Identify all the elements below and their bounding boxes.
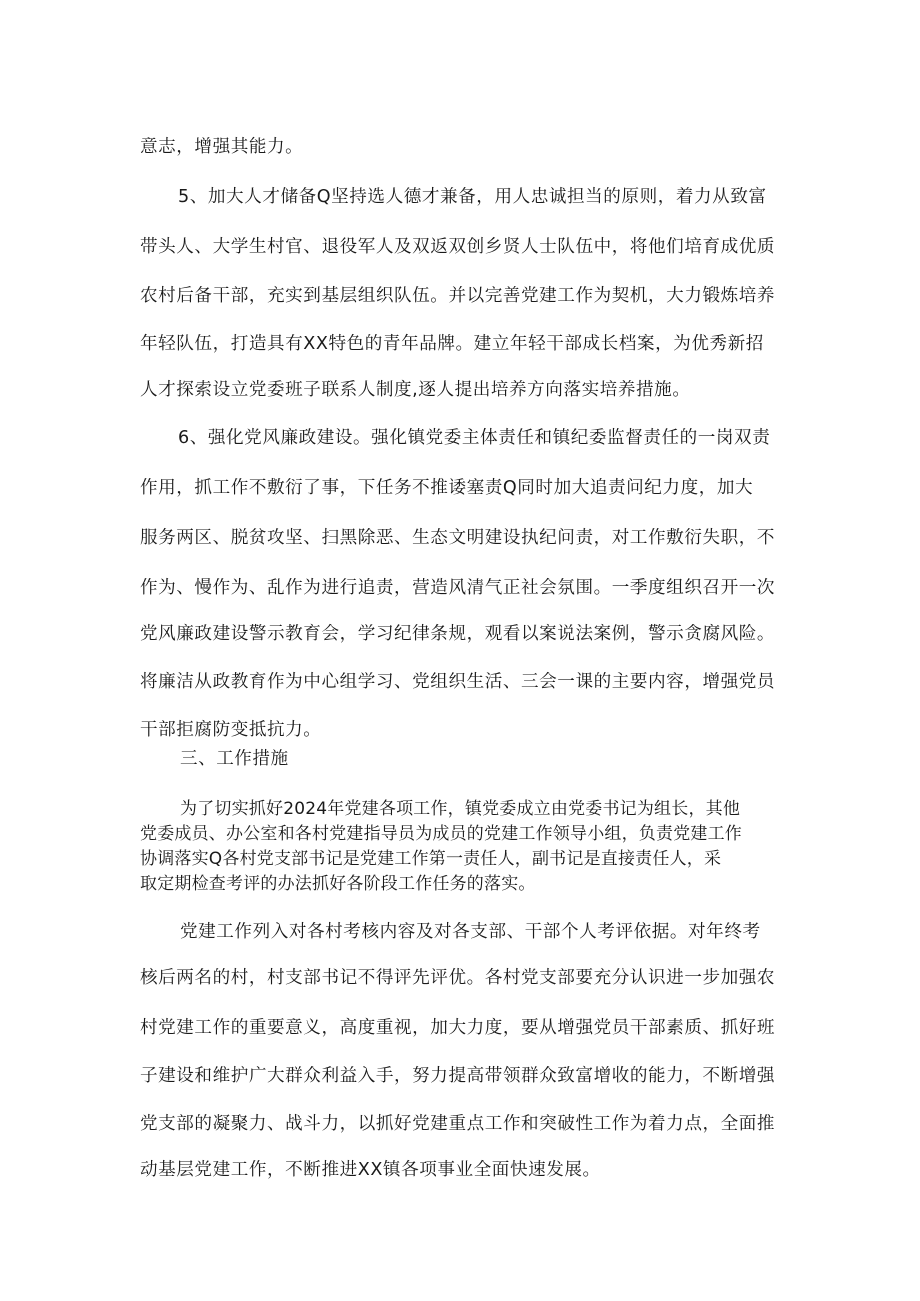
text-line: 人才探索设立党委班子联系人制度,逐人提出培养方向落实培养措施。 <box>140 380 691 400</box>
text-line: 5、加大人才储备Q坚持选人德才兼备，用人忠诚担当的原则，着力从致富 <box>178 187 767 207</box>
text-line: 动基层党建工作，不断推进XX镇各项事业全面快速发展。 <box>140 1160 601 1180</box>
text-line: 干部拒腐防变抵抗力。 <box>140 720 322 740</box>
text-line: 年轻队伍，打造具有XX特色的青年品牌。建立年轻干部成长档案，为优秀新招 <box>140 334 764 354</box>
text-line: 党委成员、办公室和各村党建指导员为成员的党建工作领导小组，负责党建工作 <box>140 824 742 844</box>
text-line: 作用，抓工作不敷衍了事，下任务不推诿塞责Q同时加大追责问纪力度，加大 <box>140 478 754 498</box>
text-line: 子建设和维护广大群众利益入手，努力提高带领群众致富增收的能力，不断增强 <box>140 1066 776 1086</box>
text-line: 意志，增强其能力。 <box>140 137 304 157</box>
text-line: 党建工作列入对各村考核内容及对各支部、干部个人考评依据。对年终考 <box>180 922 761 942</box>
text-line: 村党建工作的重要意义，高度重视，加大力度，要从增强党员干部素质、抓好班 <box>140 1018 776 1038</box>
text-line: 为了切实抓好2024年党建各项工作，镇党委成立由党委书记为组长，其他 <box>180 799 741 819</box>
text-line: 6、强化党风廉政建设。强化镇党委主体责任和镇纪委监督责任的一岗双责 <box>178 428 771 448</box>
text-line: 取定期检查考评的办法抓好各阶段工作任务的落实。 <box>140 874 536 894</box>
text-line: 作为、慢作为、乱作为进行追责，营造风清气正社会氛围。一季度组织召开一次 <box>140 578 776 598</box>
section-heading: 三、工作措施 <box>180 749 289 769</box>
text-line: 协调落实Q各村党支部书记是党建工作第一责任人，副书记是直接责任人，采 <box>140 849 722 869</box>
text-line: 带头人、大学生村官、退役军人及双返双创乡贤人士队伍中，将他们培育成优质 <box>140 237 776 257</box>
text-line: 将廉洁从政教育作为中心组学习、党组织生活、三会一课的主要内容，增强党员 <box>140 672 776 692</box>
text-line: 党风廉政建设警示教育会，学习纪律条规，观看以案说法案例，警示贪腐风险。 <box>140 624 776 644</box>
text-line: 核后两名的村，村支部书记不得评先评优。各村党支部要充分认识进一步加强农 <box>140 968 776 988</box>
text-line: 农村后备干部，充实到基层组织队伍。并以完善党建工作为契机，大力锻炼培养 <box>140 286 776 306</box>
text-line: 服务两区、脱贫攻坚、扫黑除恶、生态文明建设执纪问责，对工作敷衍失职，不 <box>140 528 776 548</box>
text-line: 党支部的凝聚力、战斗力，以抓好党建重点工作和突破性工作为着力点，全面推 <box>140 1114 776 1134</box>
